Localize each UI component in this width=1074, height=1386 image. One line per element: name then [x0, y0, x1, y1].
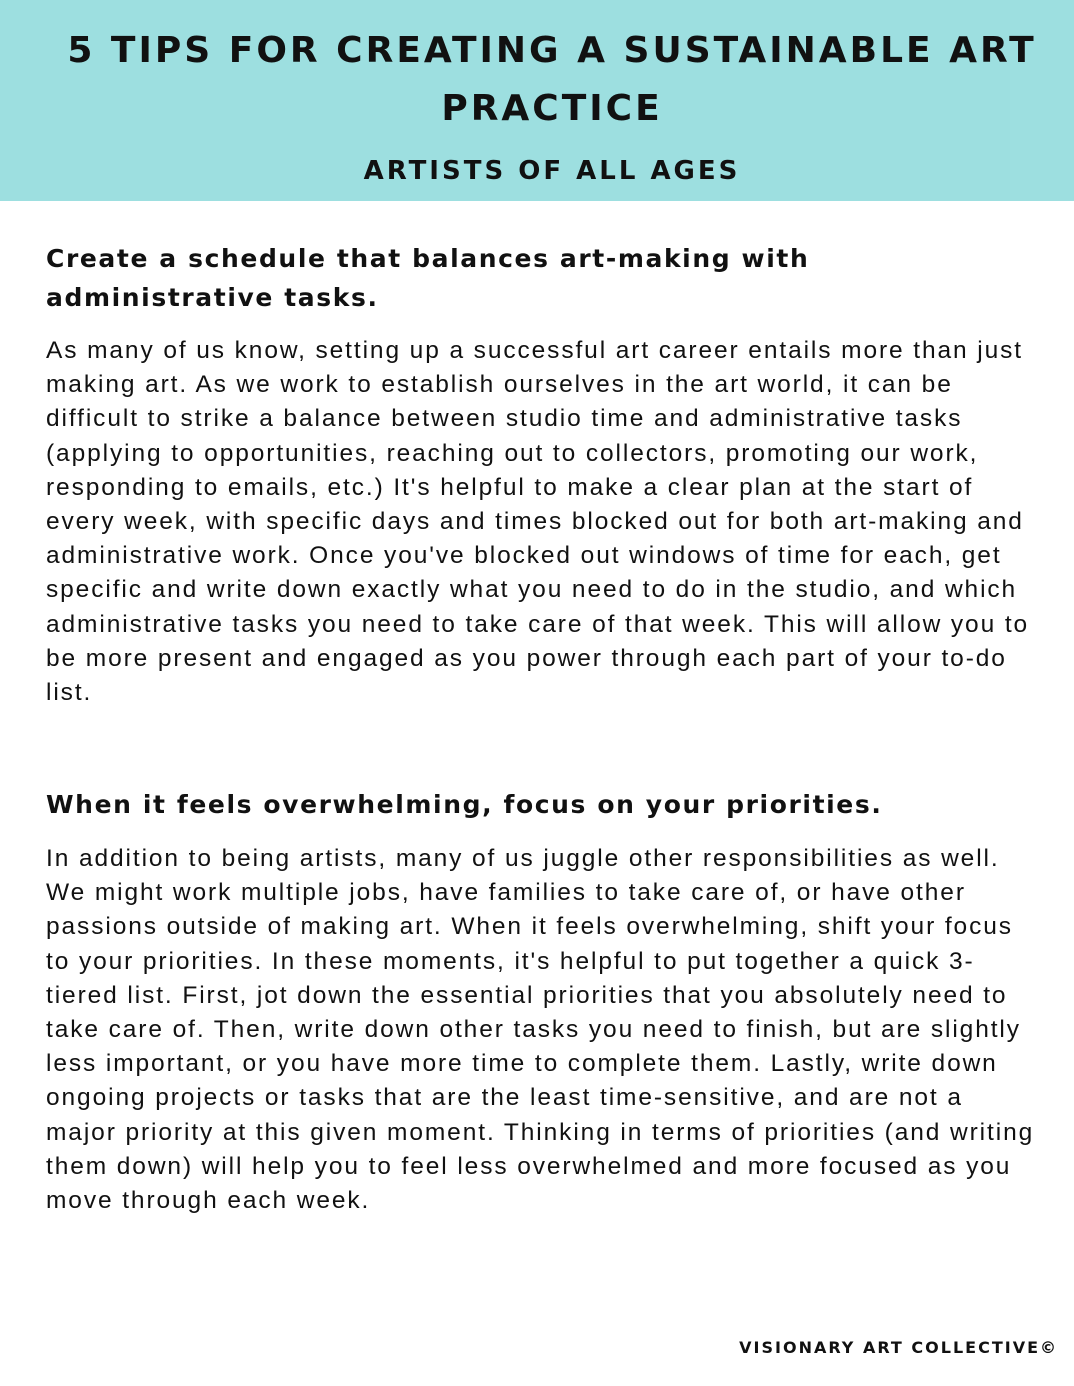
tip-heading: When it feels overwhelming, focus on your priorities.: [46, 790, 883, 819]
tip-section-schedule: [46, 239, 1036, 710]
footer-credit: VISIONARY ART COLLECTIVE©: [739, 1338, 1058, 1357]
tip-body: In addition to being artists, many of us juggle other responsibilities as well. We might work multiple jobs, have families to take care of, or have other passions outside of making art. When it feels overwhelming, shift your focus to your priorities. In these moments, it's helpful to put together a quick 3-tiered list. First, jot down the essential priorities that you absolutely need to take care of. Then, write down other tasks you need to finish, but are slightly less important, or you have more time to complete them. Lastly, write down ongoing projects or tasks that are the least time-sensitive, and are not a major priority at this given moment. Thinking in terms of priorities (and writing them down) will help you to feel less overwhelmed and more focused as you move through each week.: [46, 845, 1035, 1215]
tip-body: As many of us know, setting up a successful art career entails more than just making art. As we work to establish ourselves in the art world, it can be difficult to strike a balance between studio time and administrative tasks (applying to opportunities, reaching out to collectors, promoting our work, responding to emails, etc.) It's helpful to make a clear plan at the start of every week, with specific days and times blocked out for both art-making and administrative work. Once you've blocked out windows of time for each, get specific and write down exactly what you need to do in the studio, and which administrative tasks you need to take care of that week. This will allow you to be more present and engaged as you power through each part of your to-do list.: [46, 337, 1030, 707]
tip-heading: Create a schedule that balances art-making with administrative tasks.: [46, 244, 810, 312]
page-title: 5 TIPS FOR CREATING A SUSTAINABLE ART PRACTICE: [67, 30, 1037, 129]
page-subtitle: ARTISTS OF ALL AGES: [363, 156, 741, 186]
header-banner: [0, 0, 1074, 201]
tip-section-priorities: [46, 785, 1036, 1218]
